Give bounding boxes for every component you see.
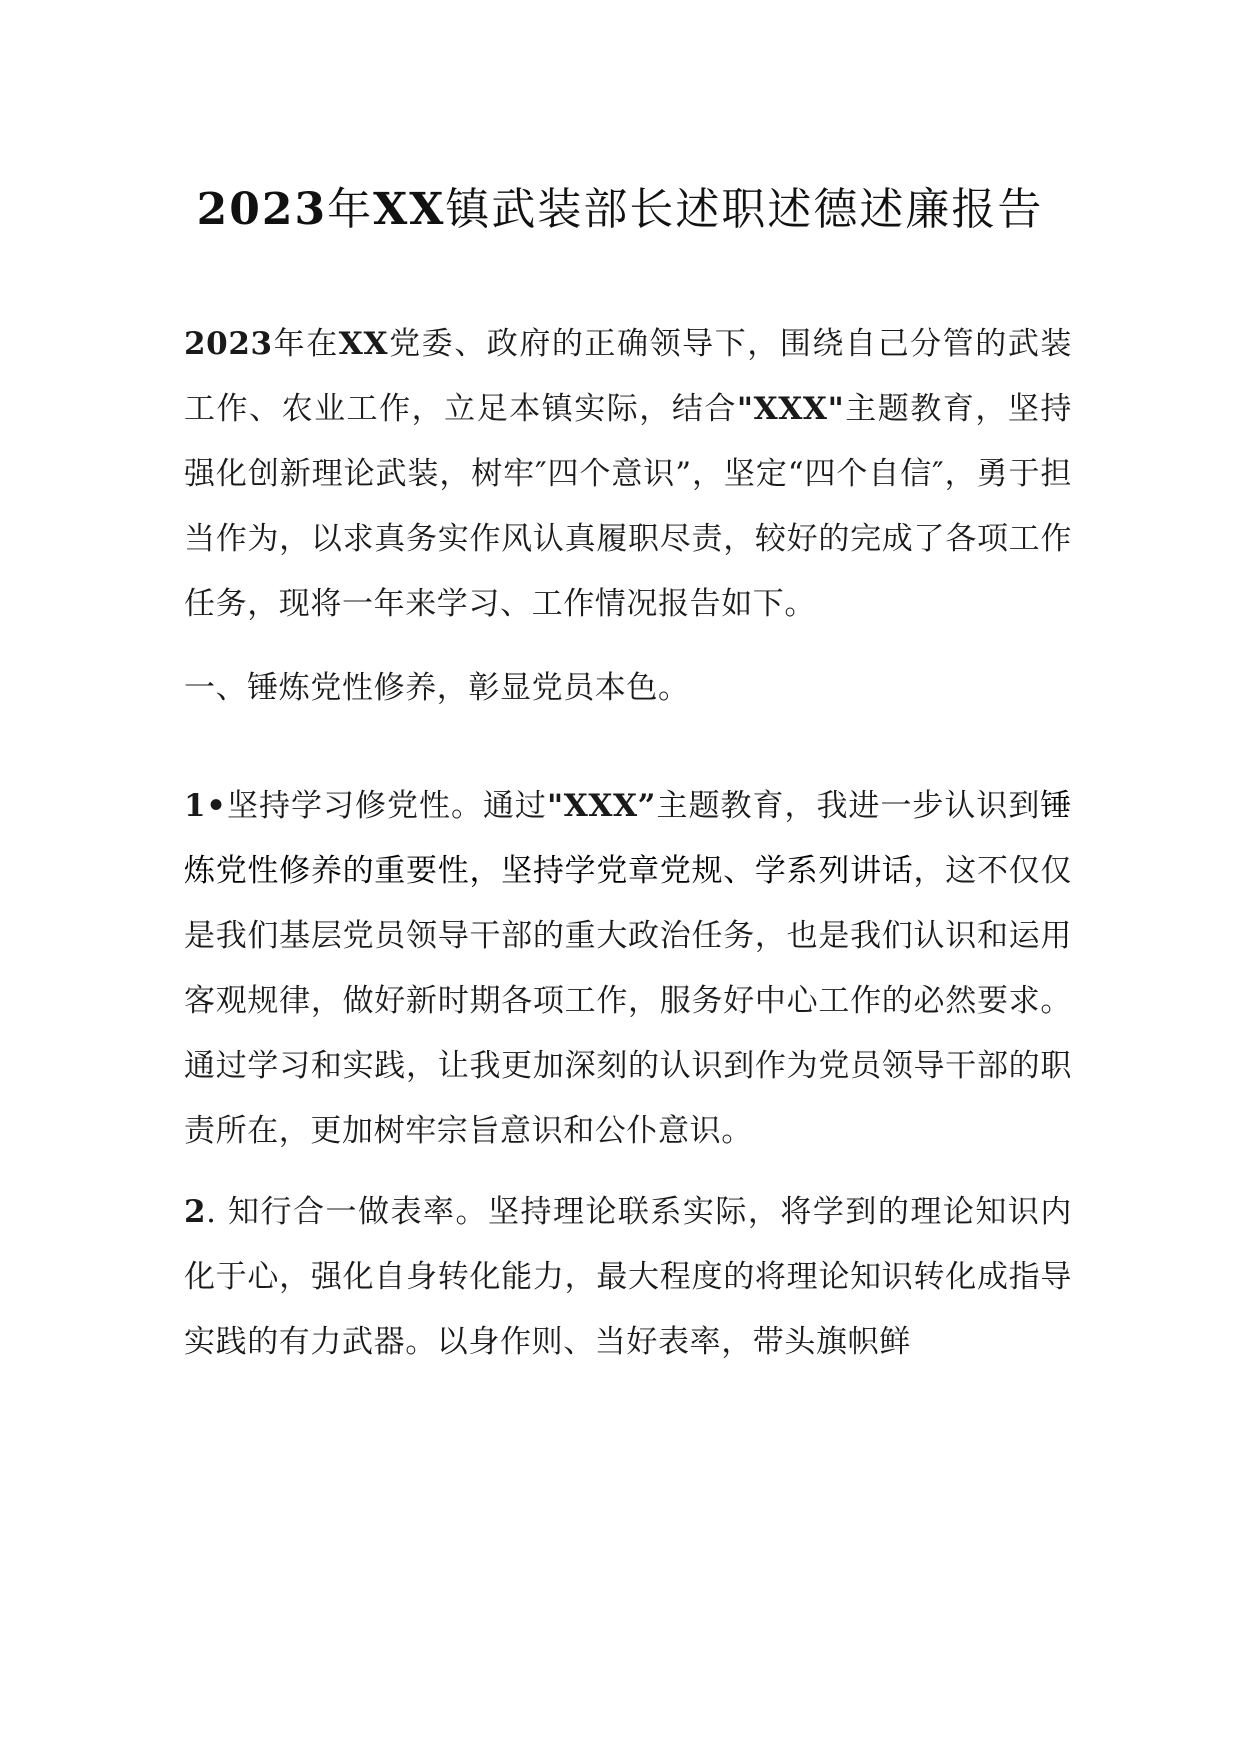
title-mid: 年 [327,184,374,235]
item-1-text-3: 锤炼党性修养的重要性，坚持学党章党规、学系列讲话 [184,788,1073,889]
document-title [0,180,1240,240]
title-town: XX [373,184,446,235]
item-2-text-1: . 知行合一做表率。坚持理论联系实际，将学到的理论知识内化于心，强化自身转化能力，最大程度的将理论知识转化成指导实践的有力武器。以身作则、当好表率，带头旗帜鲜 [184,1194,1072,1360]
title-year: 2023 [196,184,328,235]
item-2-paragraph [184,1180,1072,1375]
item-1-quote: "XXX” [546,788,657,824]
intro-text-1: 年在 [272,326,339,362]
title-rest: 镇武装部长述职述德述廉报告 [445,184,1044,235]
item-1-text-4: ，这不仅仅是我们基层党员领导干部的重大政治任务，也是我们认识和运用客观规律，做好新时期各项工作，服务好中心工作的必然要求。通过学习和实践，让我更加深刻的认识到作为党员领导干部的职责所在，更加树牢宗旨意识和公仆意识。 [184,853,1072,1149]
item-1-number: 1• [184,788,227,824]
intro-text-3: 主题教育，坚持强化创新理论武装，树牢″四个意识”，坚定“四个自信″，勇于担当作为，以求真务实作风认真履职尽责，较好的完成了各项工作任务，现将一年来学习、工作情况报告如下。 [184,391,1072,622]
item-2-number: 2 [184,1194,207,1230]
intro-paragraph [184,312,1072,637]
intro-quote: "XXX" [736,391,845,427]
intro-year: 2023 [184,326,273,362]
item-1-paragraph [184,774,1072,1164]
intro-text-2: 党委、政府的正确领导下，围绕自己分管的武装工作、农业工作，立足本镇实际，结合 [184,326,1072,427]
intro-xx: XX [338,326,389,362]
item-1-text-1: 坚持学习修党性。通过 [226,788,547,824]
item-1-text-2: 主题教育，我进一步认识到 [656,788,1041,824]
section-1-heading: 一、锤炼党性修养，彰显党员本色。 [184,670,690,706]
